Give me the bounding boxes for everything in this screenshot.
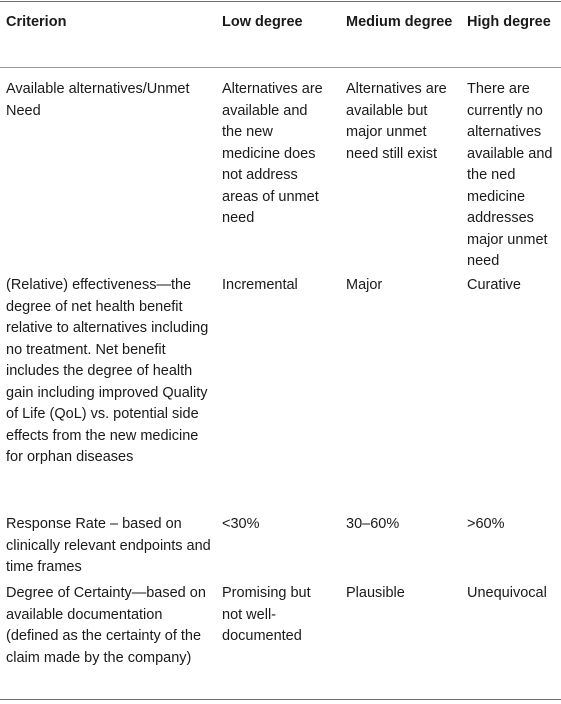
medium-degree-cell: 30–60% bbox=[346, 516, 400, 532]
header-divider bbox=[0, 67, 561, 68]
high-degree-cell: Curative bbox=[467, 277, 521, 293]
low-degree-cell: Incremental bbox=[222, 277, 298, 293]
table-bottom-rule bbox=[0, 699, 561, 700]
criterion-cell: Available alternatives/Unmet Need bbox=[6, 81, 190, 119]
criterion-cell: Degree of Certainty—based on available documentation (defined as the certainty of the claim made by the company) bbox=[6, 585, 206, 666]
high-degree-cell: >60% bbox=[467, 516, 505, 532]
medium-degree-cell: Plausible bbox=[346, 585, 405, 601]
low-degree-cell: Alternatives are available and the new medicine does not address areas of unmet need bbox=[222, 81, 323, 226]
criterion-cell: (Relative) effectiveness—the degree of net health benefit relative to alternatives including no treatment. Net benefit includes the degree of health gain including improved Quality of Life (QoL) vs. potential side effects from the new medicine for orphan diseases bbox=[6, 277, 209, 465]
low-degree-cell: <30% bbox=[222, 516, 260, 532]
header-low-degree: Low degree bbox=[222, 14, 303, 30]
header-criterion: Criterion bbox=[6, 14, 67, 30]
high-degree-cell: There are currently no alternatives available and the ned medicine addresses major unmet need bbox=[467, 81, 553, 269]
medium-degree-cell: Alternatives are available but major unmet need still exist bbox=[346, 81, 447, 162]
criterion-cell: Response Rate – based on clinically relevant endpoints and time frames bbox=[6, 516, 211, 575]
header-high-degree: High degree bbox=[467, 14, 551, 30]
high-degree-cell: Unequivocal bbox=[467, 585, 547, 601]
header-medium-degree: Medium degree bbox=[346, 14, 453, 30]
medium-degree-cell: Major bbox=[346, 277, 383, 293]
table-top-rule bbox=[0, 1, 561, 2]
low-degree-cell: Promising but not well-documented bbox=[222, 585, 311, 644]
